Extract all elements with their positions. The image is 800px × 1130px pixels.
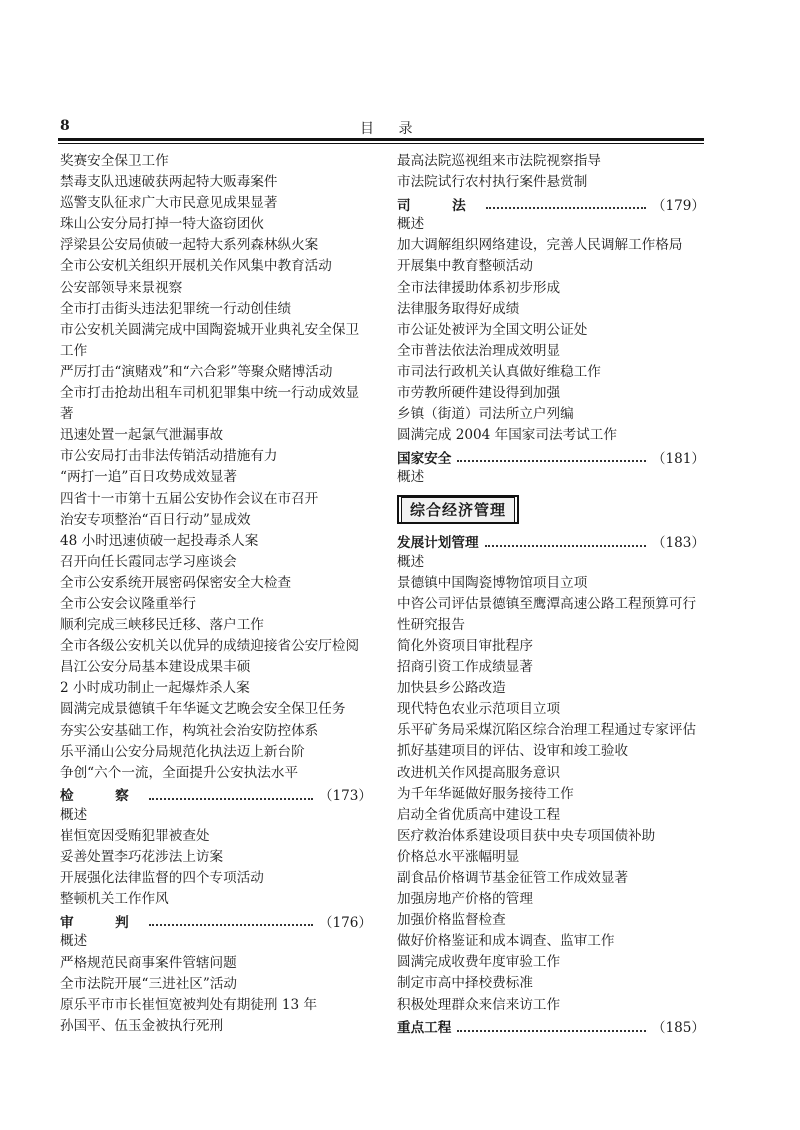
- toc-entry[interactable]: 概述: [60, 933, 88, 950]
- toc-entry[interactable]: 乐平矿务局采煤沉陷区综合治理工程通过专家评估: [397, 722, 697, 739]
- toc-entry[interactable]: 圆满完成收费年度审验工作: [397, 954, 561, 971]
- leader-dots: [485, 536, 646, 547]
- leader-dots: [457, 1021, 645, 1032]
- toc-entry[interactable]: 召开向任长霞同志学习座谈会: [60, 553, 237, 570]
- toc-entry[interactable]: 副食品价格调节基金征管工作成效显著: [397, 870, 629, 886]
- toc-entry[interactable]: 全市打击抢劫出租车司机犯罪集中统一行动成效显著: [60, 385, 360, 423]
- toc-entry[interactable]: 孙国平、伍玉金被执行死刑: [60, 1017, 224, 1034]
- left-column: [60, 151, 372, 1037]
- toc-entry[interactable]: 全市法院开展“三进社区”活动: [60, 975, 238, 992]
- toc-entry[interactable]: 全市各级公安机关以优异的成绩迎接省公安厅检阅: [60, 638, 360, 655]
- toc-entry[interactable]: 加强房地产价格的管理: [397, 891, 533, 908]
- chapter-heading-box: [397, 489, 705, 531]
- section-page: （181）: [651, 450, 705, 467]
- toc-entry[interactable]: 法律服务取得好成绩: [397, 300, 520, 317]
- toc-entry[interactable]: 概述: [397, 553, 425, 570]
- toc-entry[interactable]: 医疗救治体系建设项目获中央专项国债补助: [397, 827, 656, 844]
- toc-entry[interactable]: 简化外资项目审批程序: [397, 637, 533, 654]
- toc-entry[interactable]: 抓好基建项目的评估、设审和竣工验收: [397, 743, 629, 760]
- header-rule-thin: [58, 143, 704, 144]
- chapter-heading-text: 综合经济管理: [401, 497, 515, 523]
- toc-entry[interactable]: 市公安局打击非法传销活动措施有力: [60, 448, 278, 465]
- toc-entry[interactable]: 乡镇（街道）司法所立户列编: [397, 406, 574, 423]
- header-rule: [58, 138, 704, 141]
- toc-list-national-security: [397, 467, 705, 488]
- toc-entry[interactable]: 圆满完成景德镇千年华诞文艺晚会安全保卫任务: [60, 701, 346, 718]
- toc-entry[interactable]: 全市打击街头违法犯罪统一行动创佳绩: [60, 300, 292, 317]
- toc-entry[interactable]: 概述: [60, 806, 88, 823]
- toc-section-trial[interactable]: [60, 910, 372, 931]
- toc-entry[interactable]: 积极处理群众来信来访工作: [397, 996, 561, 1013]
- section-page: （179）: [651, 197, 705, 214]
- toc-entry[interactable]: 奖赛安全保卫工作: [60, 153, 169, 169]
- section-page: （173）: [318, 788, 372, 805]
- leader-dots: [486, 198, 646, 209]
- toc-entry[interactable]: 公安部领导来景视察: [60, 279, 183, 296]
- toc-entry[interactable]: 概述: [397, 469, 425, 486]
- toc-entry[interactable]: 开展集中教育整顿活动: [397, 258, 533, 275]
- toc-entry[interactable]: 珠山公安分局打掉一特大盗窃团伙: [60, 216, 264, 233]
- toc-entry[interactable]: 为千年华诞做好服务接待工作: [397, 785, 574, 802]
- toc-entry[interactable]: 市法院试行农村执行案件悬赏制: [397, 174, 588, 191]
- toc-entry[interactable]: 市司法行政机关认真做好维稳工作: [397, 363, 601, 380]
- section-page: （183）: [651, 535, 705, 552]
- toc-entry[interactable]: 价格总水平涨幅明显: [397, 848, 520, 865]
- toc-entry[interactable]: 治安专项整治“百日行动”显成效: [60, 511, 251, 528]
- running-head-title: 目 录: [360, 121, 423, 137]
- section-title: 审 判: [60, 914, 143, 931]
- toc-entry[interactable]: 2 小时成功制止一起爆炸杀人案: [60, 680, 250, 697]
- page-number: 8: [60, 118, 70, 134]
- toc-entry[interactable]: 全市法律援助体系初步形成: [397, 279, 561, 296]
- toc-entry[interactable]: 改进机关作风提高服务意识: [397, 764, 561, 781]
- toc-entry[interactable]: 制定市高中择校费标准: [397, 975, 533, 992]
- toc-entry[interactable]: 禁毒支队迅速破获两起特大贩毒案件: [60, 174, 278, 191]
- toc-entry[interactable]: 启动全省优质高中建设工程: [397, 806, 561, 823]
- toc-entry[interactable]: 概述: [397, 216, 425, 233]
- toc-list-courts: [397, 151, 705, 193]
- toc-entry[interactable]: 昌江公安分局基本建设成果丰硕: [60, 659, 251, 676]
- toc-entry[interactable]: 全市普法依法治理成效明显: [397, 342, 561, 359]
- toc-entry[interactable]: 整顿机关工作作风: [60, 891, 169, 908]
- section-page: （185）: [651, 1020, 705, 1037]
- section-title: 国家安全: [397, 450, 452, 467]
- toc-entry[interactable]: 全市公安系统开展密码保密安全大检查: [60, 574, 292, 591]
- toc-entry[interactable]: 市公证处被评为全国文明公证处: [397, 321, 588, 338]
- toc-entry[interactable]: 做好价格鉴证和成本调查、监审工作: [397, 933, 615, 950]
- toc-entry[interactable]: 乐平涌山公安分局规范化执法迈上新台阶: [60, 743, 305, 760]
- toc-entry[interactable]: 景德镇中国陶瓷博物馆项目立项: [397, 574, 588, 591]
- toc-entry[interactable]: 加大调解组织网络建设，完善人民调解工作格局: [397, 237, 683, 254]
- toc-entry[interactable]: 巡警支队征求广大市民意见成果显著: [60, 195, 278, 212]
- toc-entry[interactable]: 48 小时迅速侦破一起投毒杀人案: [60, 532, 259, 549]
- toc-list-justice: [397, 214, 705, 446]
- toc-entry[interactable]: 夯实公安基础工作，构筑社会治安防控体系: [60, 722, 319, 739]
- toc-list-procuratorate: [60, 805, 372, 910]
- toc-entry[interactable]: 加强价格监督检查: [397, 912, 506, 929]
- toc-list-development-planning: [397, 552, 705, 1016]
- toc-entry[interactable]: 妥善处置李巧花涉法上访案: [60, 849, 224, 866]
- toc-list-trial: [60, 931, 372, 1036]
- toc-section-development-planning[interactable]: [397, 531, 705, 552]
- leader-dots: [149, 789, 313, 800]
- toc-entry[interactable]: 浮梁县公安局侦破一起特大系列森林纵火案: [60, 237, 319, 254]
- toc-entry[interactable]: 严格规范民商事案件管辖问题: [60, 954, 237, 971]
- toc-section-justice[interactable]: [397, 193, 705, 214]
- toc-entry[interactable]: 顺利完成三峡移民迁移、落户工作: [60, 617, 264, 634]
- toc-entry[interactable]: 市公安机关圆满完成中国陶瓷城开业典礼安全保卫工作: [60, 321, 360, 359]
- section-title: 发展计划管理: [397, 535, 479, 552]
- toc-entry[interactable]: 圆满完成 2004 年国家司法考试工作: [397, 427, 617, 444]
- toc-entry[interactable]: 开展强化法律监督的四个专项活动: [60, 870, 264, 887]
- toc-section-procuratorate[interactable]: [60, 784, 372, 805]
- toc-entry[interactable]: “两打一追”百日攻势成效显著: [60, 469, 238, 486]
- toc-entry[interactable]: 争创“六个一流，全面提升公安执法水平: [60, 764, 299, 781]
- toc-entry[interactable]: 全市公安会议隆重举行: [60, 595, 196, 612]
- toc-list-public-security: [60, 151, 372, 784]
- toc-entry[interactable]: 严厉打击“演赌戏”和“六合彩”等聚众赌博活动: [60, 363, 333, 380]
- toc-entry[interactable]: 招商引资工作成绩显著: [397, 659, 533, 676]
- toc-entry[interactable]: 全市公安机关组织开展机关作风集中教育活动: [60, 258, 332, 275]
- section-title: 司 法: [397, 197, 480, 214]
- leader-dots: [149, 915, 313, 926]
- leader-dots: [457, 451, 645, 462]
- toc-entry[interactable]: 现代特色农业示范项目立项: [397, 701, 561, 718]
- toc-entry[interactable]: 迅速处置一起氯气泄漏事故: [60, 427, 224, 444]
- toc-entry[interactable]: 四省十一市第十五届公安协作会议在市召开: [60, 490, 319, 507]
- toc-entry[interactable]: 加快县乡公路改造: [397, 680, 506, 697]
- toc-entry[interactable]: 原乐平市市长崔恒宽被判处有期徒刑 13 年: [60, 996, 318, 1013]
- toc-entry[interactable]: 最高法院巡视组来市法院视察指导: [397, 153, 601, 169]
- toc-section-key-projects[interactable]: [397, 1016, 705, 1037]
- right-column: [397, 151, 705, 1037]
- section-page: （176）: [318, 914, 372, 931]
- section-title: 重点工程: [397, 1020, 452, 1037]
- toc-entry[interactable]: 中咨公司评估景德镇至鹰潭高速公路工程预算可行性研究报告: [397, 595, 697, 633]
- toc-entry[interactable]: 市劳教所硬件建设得到加强: [397, 385, 561, 402]
- section-title: 检 察: [60, 788, 143, 805]
- toc-section-national-security[interactable]: [397, 446, 705, 467]
- toc-entry[interactable]: 崔恒宽因受贿犯罪被查处: [60, 828, 210, 844]
